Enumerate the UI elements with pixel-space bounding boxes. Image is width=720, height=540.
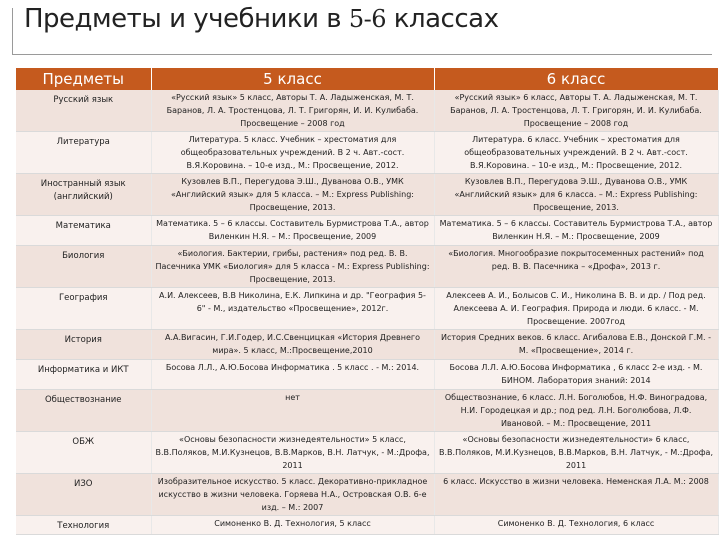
subject-cell: География xyxy=(16,288,151,330)
table-row xyxy=(16,288,718,330)
table-row xyxy=(16,474,718,516)
table-row xyxy=(16,516,718,535)
grade-5-cell: А.И. Алексеев, В.В Николина, Е.К. Липкина и др. "География 5-6" - М., издательство «Просвещение», 2012г. xyxy=(151,288,434,330)
table-row xyxy=(16,90,718,132)
subject-cell: Математика xyxy=(16,216,151,246)
grade-6-cell: Алексеев А. И., Болысов С. И., Николина В. В. и др. / Под ред. Алексеева А. И. География. Природа и люди. 6 класс. - М. Просвещение. 2007год xyxy=(434,288,718,330)
subject-cell: Обществознание xyxy=(16,390,151,432)
grade-5-cell: Литература. 5 класс. Учебник – хрестоматия для общеобразовательных учреждений. В 2 ч. Авт.-сост. В.Я.Коровина. – 10-е изд., М.: Просвещение, 2012. xyxy=(151,132,434,174)
header-grade-5: 5 класс xyxy=(151,68,434,90)
grade-5-cell: Кузовлев В.П., Перегудова Э.Ш., Дуванова О.В., УМК «Английский язык» для 5 класса. – М.: Express Publishing: Просвещение, 2013. xyxy=(151,174,434,216)
grade-6-cell: Кузовлев В.П., Перегудова Э.Ш., Дуванова О.В., УМК «Английский язык» для 6 класса. – М.: Express Publishing: Просвещение, 2013. xyxy=(434,174,718,216)
header-subjects: Предметы xyxy=(16,68,151,90)
grade-5-cell: Симоненко В. Д. Технология, 5 класс xyxy=(151,516,434,535)
table-header-row xyxy=(16,68,718,90)
table-row xyxy=(16,246,718,288)
grade-5-cell: «Основы безопасности жизнедеятельности» 5 класс, В.В.Поляков, М.И.Кузнецов, В.В.Марков, В.Н. Латчук, - М.:Дрофа, 2011 xyxy=(151,432,434,474)
grade-6-cell: 6 класс. Искусство в жизни человека. Неменская Л.А. М.: 2008 xyxy=(434,474,718,516)
grade-6-cell: Обществознание, 6 класс. Л.Н. Боголюбов, Н.Ф. Виноградова, Н.И. Городецкая и др.; под ред. Л.Н. Боголюбова, Л.Ф. Ивановой. – М.: Просвещение, 2011 xyxy=(434,390,718,432)
page-title-main: Предметы и учебники в xyxy=(24,4,349,34)
grade-5-cell: Босова Л.Л., А.Ю.Босова Информатика . 5 класс . - М.: 2014. xyxy=(151,360,434,390)
grade-6-cell: Математика. 5 – 6 классы. Составитель Бурмистрова Т.А., автор Виленкин Н.Я. – М.: Просвещение, 2009 xyxy=(434,216,718,246)
textbooks-table xyxy=(16,68,719,535)
table-row xyxy=(16,360,718,390)
subject-cell: Литература xyxy=(16,132,151,174)
page-title-tail: классах xyxy=(386,4,499,34)
grade-5-cell: Математика. 5 – 6 классы. Составитель Бурмистрова Т.А., автор Виленкин Н.Я. – М.: Просвещение, 2009 xyxy=(151,216,434,246)
subject-cell: ИЗО xyxy=(16,474,151,516)
subject-cell: Русский язык xyxy=(16,90,151,132)
table-row xyxy=(16,432,718,474)
table-row xyxy=(16,174,718,216)
table-row xyxy=(16,132,718,174)
grade-5-cell: «Русский язык» 5 класс, Авторы Т. А. Ладыженская, М. Т. Баранов, Л. А. Тростенцова, Л. Т. Григорян, И. И. Кулибаба. Просвещение – 2008 год xyxy=(151,90,434,132)
subject-cell: Иностранный язык (английский) xyxy=(16,174,151,216)
title-frame-vertical xyxy=(12,8,13,54)
header-grade-6: 6 класс xyxy=(434,68,718,90)
subject-cell: Информатика и ИКТ xyxy=(16,360,151,390)
grade-5-cell: А.А.Вигасин, Г.И.Годер, И.С.Свенцицкая «История Древнего мира». 5 класс, М.:Просвещение,2010 xyxy=(151,330,434,360)
title-frame-horizontal xyxy=(12,54,712,55)
table-row xyxy=(16,216,718,246)
grade-5-cell: «Биология. Бактерии, грибы, растения» под ред. В. В. Пасечника УМК «Биология» для 5 класса - М.: Express Publishing: Просвещение, 2013. xyxy=(151,246,434,288)
grade-6-cell: «Основы безопасности жизнедеятельности» 6 класс, В.В.Поляков, М.И.Кузнецов, В.В.Марков, В.Н. Латчук, - М.:Дрофа, 2011 xyxy=(434,432,718,474)
grade-5-cell: Изобразительное искусство. 5 класс. Декоративно-прикладное искусство в жизни человека. Горяева Н.А., Островская О.В. 6-е изд. – М.: 2007 xyxy=(151,474,434,516)
page-title xyxy=(24,4,498,34)
grade-6-cell: «Русский язык» 6 класс, Авторы Т. А. Ладыженская, М. Т. Баранов, Л. А. Тростенцова, Л. Т. Григорян, И. И. Кулибаба. Просвещение – 2008 год xyxy=(434,90,718,132)
grade-6-cell: Симоненко В. Д. Технология, 6 класс xyxy=(434,516,718,535)
subject-cell: Биология xyxy=(16,246,151,288)
table-row xyxy=(16,390,718,432)
grade-6-cell: Босова Л.Л. А.Ю.Босова Информатика , 6 класс 2-е изд. - М. БИНОМ. Лаборатория знаний: 2014 xyxy=(434,360,718,390)
grade-6-cell: Литература. 6 класс. Учебник – хрестоматия для общеобразовательных учреждений. В 2 ч. Авт.-сост. В.Я.Коровина. – 10-е изд., М.: Просвещение, 2012. xyxy=(434,132,718,174)
subject-cell: История xyxy=(16,330,151,360)
grade-6-cell: История Средних веков. 6 класс. Агибалова Е.В., Донской Г.М. - М. «Просвещение», 2014 г. xyxy=(434,330,718,360)
subject-cell: Технология xyxy=(16,516,151,535)
grade-5-cell: нет xyxy=(151,390,434,432)
subject-cell: ОБЖ xyxy=(16,432,151,474)
grade-6-cell: «Биология. Многообразие покрытосеменных растений» под ред. В. В. Пасечника – «Дрофа», 2013 г. xyxy=(434,246,718,288)
page-title-grades: 5-6 xyxy=(348,5,387,33)
table-row xyxy=(16,330,718,360)
